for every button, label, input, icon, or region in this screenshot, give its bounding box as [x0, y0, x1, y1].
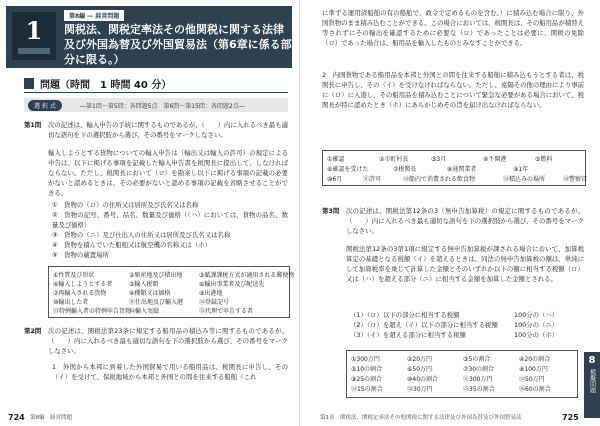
q1-option[interactable]: ⑤輸入税額 — [129, 281, 159, 288]
section-tab — [584, 352, 600, 418]
chapter-number-icon — [12, 12, 56, 60]
q1-option[interactable]: ⑬特例輸入者の特例申告貨物 — [53, 308, 132, 315]
q1-option[interactable]: ④輸入しようとする者 — [53, 281, 113, 288]
q3-option[interactable]: ⑥50万円 — [407, 366, 433, 373]
q3-option[interactable]: ⑫50万円 — [519, 376, 545, 383]
q3-row-1-rate: 100分の（ハ） — [514, 311, 559, 319]
q1-option[interactable]: ⑪仕出地及び輸入港 — [129, 299, 184, 306]
chapter-label: 第8編 ― 経営問題 — [64, 10, 124, 21]
q1-option[interactable]: ③賦課課税方式が適用される郵便物 — [199, 272, 295, 279]
q2-option[interactable]: ③3月 — [431, 156, 447, 163]
q1-option[interactable]: ⑩輸出した者 — [53, 299, 89, 306]
q1-option[interactable]: ⑥輸出事業者及び配送先 — [199, 281, 265, 288]
q1-option[interactable]: ⑦再輸入される貨物 — [53, 290, 107, 297]
right-page-number: 725 — [562, 413, 579, 422]
left-page-number: 724 — [8, 413, 25, 422]
q1-item-3: ③ 貨物の（ニ）及び仕出人の住所又は居所及び氏名又は名称 — [52, 231, 231, 239]
q1-item-1: ① 貨物の（ロ）の住所又は居所及び氏名又は名称 — [52, 201, 199, 209]
q2-sub2: 2 内国貨物である船用品を本邦と外国との間を往来する船舶に積み込もうとする者は、税関長に申告し、その（イ）を受けなければならない。ただし、遠隔その他の理由により事前に（ロ）に入港し、その船用品を積み込むことについて緊急な必要がある場合において、税関長が特に認めたとき（ホ）にあらかじめその旨を届け出なければならない。 — [322, 71, 585, 109]
q3-number: 第3問 — [322, 207, 340, 215]
q1-option[interactable]: ⑨出港地 — [199, 290, 223, 297]
q2-option[interactable]: ②市町村長 — [379, 156, 409, 163]
q3-option[interactable]: ⑩40の割合 — [407, 376, 439, 383]
q2-sub: 1 外国から本邦に到着した外国貿易で用いる船用品は、税関長に申告し、その（イ）を受けて、保税地域から本邦と外国との間を往来する船舶（これ — [52, 363, 288, 381]
q3-option[interactable]: ⑧100万円 — [519, 366, 548, 373]
chapter-title: 関税法、関税定率法その他関税に関する法律及び外国為替及び外国貿易法（第6章に係る部分に限る。） — [64, 23, 292, 66]
chapter-deco — [18, 48, 50, 54]
q3-option[interactable]: ⑭30万円 — [407, 386, 433, 393]
q3-option[interactable]: ⑮35の割合 — [463, 386, 495, 393]
chapter-banner — [6, 6, 292, 68]
header-mark-icon — [24, 78, 34, 89]
q3-row-3-rate: 100分の（ホ） — [514, 331, 559, 339]
q2-options-box — [322, 150, 586, 186]
q2-option[interactable]: ④不開港 — [483, 156, 507, 163]
q2-option[interactable]: ⑫船内で消費される飲食物 — [403, 176, 476, 183]
q3-options-box — [346, 350, 578, 398]
q2-continued: に準ずる運用済船舶の有の船舶で、政令で定めるものを含む。）に積み込む場合に限り、外国貨物のまま積み込むことができる。この場合においては、税関長は、その船用品が積替え等されずにその輸出を確認するために必要な（ロ）であったことは必要に、関税の免除（ロ）であった場合は、船用品を輸入したものとみなすことができる。 — [322, 9, 585, 47]
q3-option[interactable]: ⑬15の割合 — [351, 386, 383, 393]
q1-intro: 次の記述は、輸入申告の手続に関するものであるが、（ ）内に入れるべき最も適切な語句を下の選択肢から選び、その番号をマークしなさい。 — [48, 121, 288, 139]
q1-body: 輸入しようとする貨物についての輸入申告は（輸出又は輸入の許可）の規定による申告は、以下に掲げる事項を記載した輸入申告書を税関長に提出して、しなければならない。ただし、税関長において（ロ）を勘案し以下に掲げる事項の記載の必要がないと認めるときは、その必要がないと認める事項の記載を省略させることができる。 — [48, 149, 288, 197]
q3-intro: 次の記述は、関税法第12条の3（無申告加算税）の規定に関するものであるが、（ ）内に入れるべき最も適切な語句を下の選択肢から選び、その番号をマークしなさい。 — [346, 207, 584, 235]
q3-option[interactable]: ②20万円 — [407, 356, 433, 363]
q3-option[interactable]: ③5の割合 — [463, 356, 491, 363]
right-page — [300, 0, 600, 426]
q1-item-2: ② 貨物の記号、番号、品名、数量及び価格（（ハ）においては、貨物の品名、数量及び価格） — [52, 211, 288, 229]
q3-row-2-rate: 100分の（ニ） — [514, 321, 559, 329]
q2-option[interactable]: ⑨1年 — [513, 166, 529, 173]
q3-row-3-label: （3）（イ）を超える部分に相当する税額 — [350, 331, 466, 339]
q3-option[interactable]: ⑦30の割合 — [463, 366, 495, 373]
q2-option[interactable]: ⑭警察官 — [563, 176, 588, 183]
q2-option[interactable]: ⑬積込みの場所 — [503, 176, 546, 183]
select-format-bar — [24, 98, 288, 112]
q1-item-4: ④ 貨物を積んでいた船舶又は航空機の名称又は（ホ） — [52, 241, 212, 249]
left-running-head: 第8編 経営問題 — [30, 415, 72, 421]
q3-option[interactable]: ⑯60の割合 — [519, 386, 551, 393]
question-header-text: 問題（時間 1 時間 40 分） — [40, 80, 172, 91]
q2-intro: 次の記述は、関税法第23条に規定する船用品の積込み等に関するものであるが、（ ）内に入れるべき最も適切な語句を下の選択肢から選び、その番号をマークしなさい。 — [48, 327, 288, 355]
q3-row-2-label: （2）（ロ）を超え（イ）以下の部分に相当する税額 — [350, 321, 498, 329]
right-running-head: 第1章 関税法、関税定率法その他関税に関する法律及び外国為替及び外国貿易法 — [320, 415, 522, 421]
q3-option[interactable]: ⑪300万円 — [463, 376, 493, 383]
q1-option[interactable]: ⑧種類又は価格 — [129, 290, 171, 297]
select-info: ―第1問～第5問：各問題5点 第6問～第15問：各問題2点― — [80, 103, 245, 110]
q2-option[interactable]: ⑪許可 — [363, 176, 382, 183]
q1-option[interactable]: ⑮代理で申告する者 — [199, 308, 254, 315]
q1-item-5: ⑤ 貨物の蔵置場所 — [52, 251, 109, 259]
q1-option[interactable]: ①性質及び形状 — [53, 272, 95, 279]
q3-row-1-label: （1）（ロ）以下の部分に相当する税額 — [350, 311, 460, 319]
q1-option[interactable]: ⑭輸入実績 — [129, 308, 160, 315]
select-label: 選 択 式 — [28, 100, 62, 111]
q2-number: 第2問 — [24, 327, 42, 335]
q1-option[interactable]: ②原産地及び積出地 — [129, 272, 183, 279]
q2-option[interactable]: ⑩6月 — [327, 176, 343, 183]
q3-option[interactable]: ⑤10の割合 — [351, 366, 383, 373]
section-tab-number: 8 — [588, 355, 596, 366]
q1-option[interactable]: ⑫登録記号 — [199, 299, 230, 306]
chapter-number: 1 — [25, 16, 43, 45]
q2-option[interactable]: ⑥確認を受けた — [327, 166, 369, 173]
q3-body: 関税法第12条の3第1項に規定する無申告加算税が課される場合において、加算税算定の基礎となる税額（イ）を超えるときは、同法の無申告加算税の額は、単純にして加算税率を乗じて計算した金額とそのいずれか以下の額に相当する税額（ロ）又は（ハ）を超える部分（ニ）に相当する金額を加算した金額とされる。 — [346, 245, 584, 283]
q3-option[interactable]: ⑨25の割合 — [351, 376, 383, 383]
section-tab-label: 模擬問題 — [588, 369, 596, 393]
q2-option[interactable]: ⑤燃料 — [535, 156, 553, 163]
q2-option[interactable]: ①確認 — [327, 156, 345, 163]
q3-option[interactable]: ④20の割合 — [519, 356, 551, 363]
q1-options-box — [48, 266, 295, 318]
q3-option[interactable]: ①300万円 — [351, 356, 380, 363]
q1-number: 第1問 — [24, 121, 42, 129]
q2-option[interactable]: ⑧通関業者 — [447, 166, 477, 173]
q2-option[interactable]: ⑦税関長 — [393, 166, 417, 173]
question-header — [24, 76, 288, 93]
